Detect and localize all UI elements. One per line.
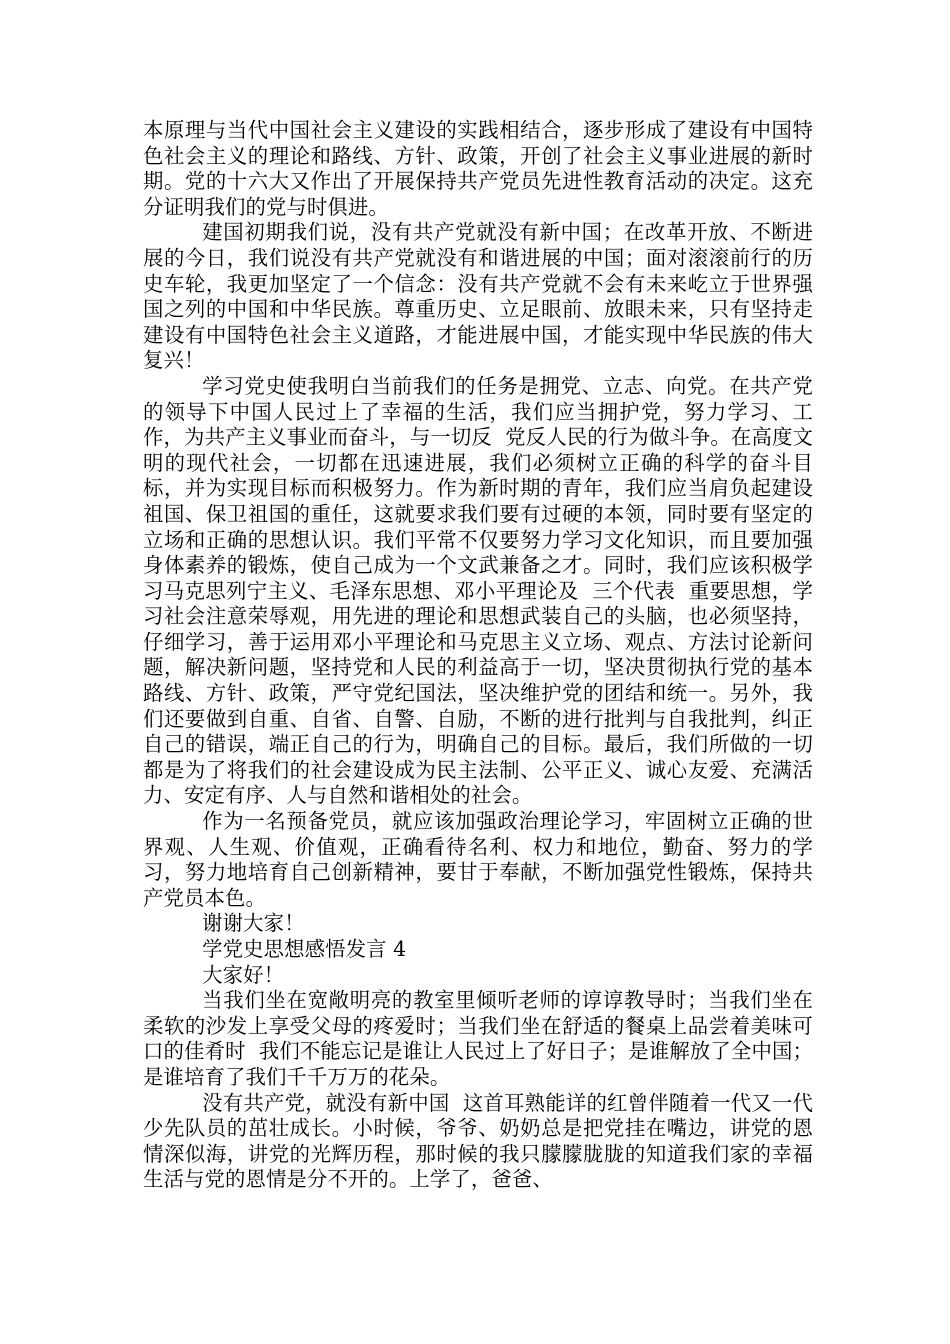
closing-thanks: 谢谢大家！ xyxy=(202,911,305,936)
paragraph-1: 本原理与当代中国社会主义建设的实践相结合，逐步形成了建设有中国特色社会主义的理论和路线、方针、政策，开创了社会主义事业进展的新时期。党的十六大又作出了开展保持共产党员先进性教育活动的决定。这充分证明我们的党与时俱进。 xyxy=(143,118,813,219)
paragraph-2: 建国初期我们说，没有共产党就没有新中国；在改革开放、不断进展的今日，我们说没有共产党就没有和谐进展的中国；面对滚滚前行的历史车轮，我更加坚定了一个信念：没有共产党就不会有未来屹立于世界强国之列的中国和中华民族。尊重历史、立足眼前、放眼未来，只有坚持走建设有中国特色社会主义道路，才能进展中国，才能实现中华民族的伟大复兴！ xyxy=(143,220,813,373)
paragraph-3: 学习党史使我明白当前我们的任务是拥党、立志、向党。在共产党的领导下中国人民过上了幸福的生活，我们应当拥护党，努力学习、工作，为共产主义事业而奋斗，与一切反 党反人民的行为做斗争。在高度文明的现代社会，一切都在迅速进展，我们必须树立正确的科学的奋斗目标，并为实现目标而积极努力。作为新时期的青年，我们应当肩负起建设祖国、保卫祖国的重任，这就要求我们要有过硬的本领，同时要有坚定的立场和正确的思想认识。我们平常不仅要努力学习文化知识，而且要加强身体素养的锻炼，使自己成为一个文武兼备之才。同时，我们应该积极学习马克思列宁主义、毛泽东思想、邓小平理论及 三个代表 重要思想，学习社会注意荣辱观，用先进的理论和思想武装自己的头脑，也必须坚持，仔细学习，善于运用邓小平理论和马克思主义立场、观点、方法讨论新问题，解决新问题，坚持党和人民的利益高于一切，坚决贯彻执行党的基本路线、方针、政策，严守党纪国法，坚决维护党的团结和统一。另外，我们还要做到自重、自省、自警、自励，不断的进行批判与自我批判，纠正自己的错误，端正自己的行为，明确自己的目标。最后，我们所做的一切都是为了将我们的社会建设成为民主法制、公平正义、诚心友爱、充满活力、安定有序、人与自然和谐相处的社会。 xyxy=(143,373,813,808)
paragraph-5: 当我们坐在宽敞明亮的教室里倾听老师的谆谆教导时；当我们坐在柔软的沙发上享受父母的疼爱时；当我们坐在舒适的餐桌上品尝着美味可口的佳肴时 我们不能忘记是谁让人民过上了好日子；是谁解放了全中国；是谁培育了我们千千万万的花朵。 xyxy=(143,988,813,1089)
section-heading: 学党史思想感悟发言 4 xyxy=(202,937,407,961)
document-body xyxy=(143,118,813,1193)
greeting: 大家好！ xyxy=(202,962,285,987)
paragraph-6: 没有共产党，就没有新中国 这首耳熟能详的红曾伴随着一代又一代少先队员的茁壮成长。小时候，爷爷、奶奶总是把党挂在嘴边，讲党的恩情深似海，讲党的光辉历程，那时候的我只朦朦胧胧的知道我们家的幸福生活与党的恩情是分不开的。上学了，爸爸、 xyxy=(143,1090,813,1192)
paragraph-4: 作为一名预备党员，就应该加强政治理论学习，牢固树立正确的世界观、人生观、价值观，正确看待名利、权力和地位，勤奋、努力的学习，努力地培育自己创新精神，要甘于奉献，不断加强党性锻炼，保持共产党员本色。 xyxy=(143,809,813,910)
